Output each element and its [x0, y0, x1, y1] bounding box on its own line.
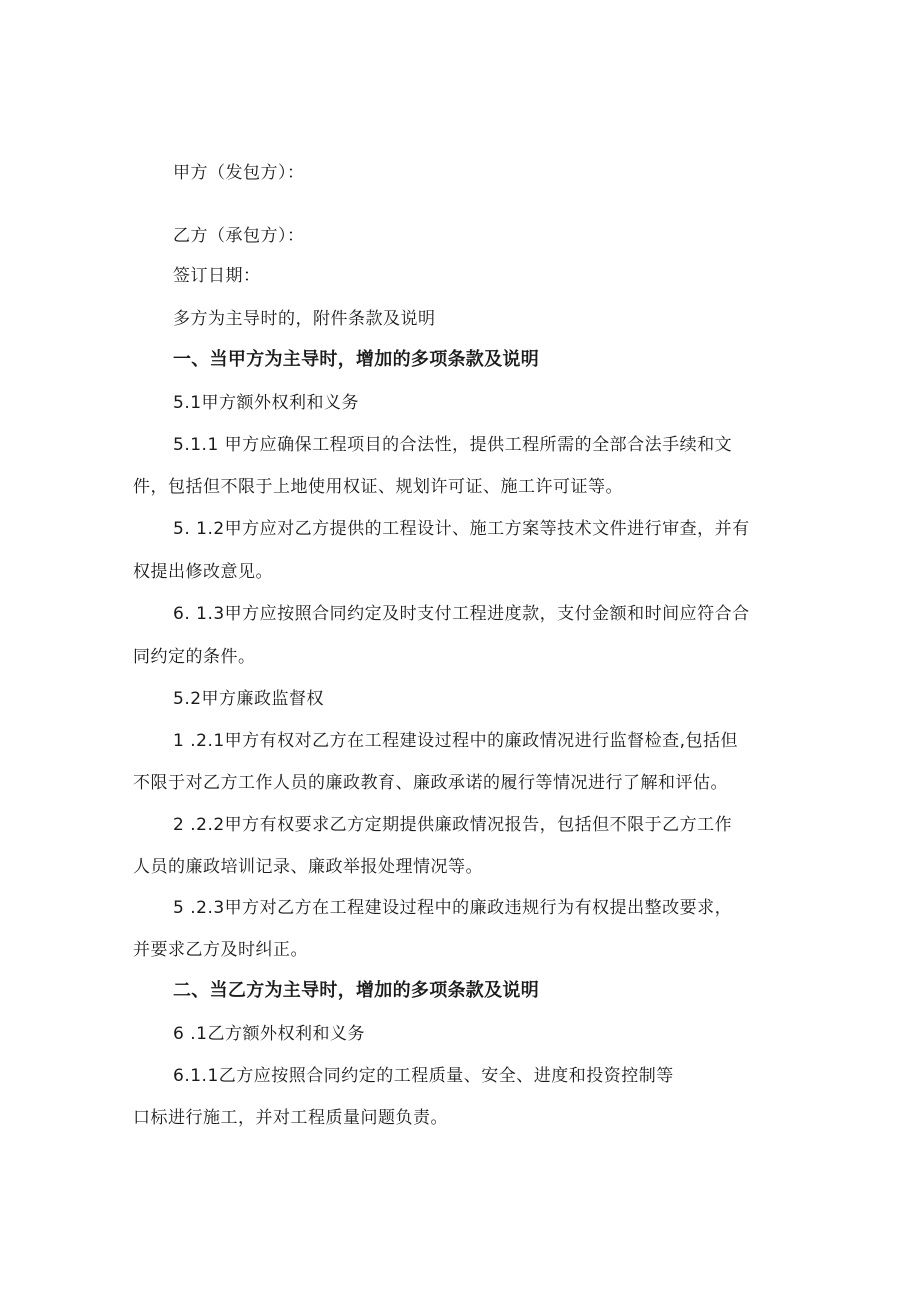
- section1-sub1-title: 5.1甲方额外权利和义务: [173, 393, 360, 413]
- clause-521-line2: 不限于对乙方工作人员的廉政教育、廉政承诺的履行等情况进行了解和评估。: [133, 773, 728, 793]
- section1-heading: 一、当甲方为主导时，增加的多项条款及说明: [173, 349, 539, 370]
- clause-523-line1: 5 .2.3甲方对乙方在工程建设过程中的廉政违规行为有权提出整改要求，: [173, 898, 733, 918]
- clause-512-line2: 权提出修改意见。: [133, 562, 273, 582]
- party-a-label: 甲方（发包方）：: [173, 163, 305, 183]
- clause-511-line1: 5.1.1 甲方应确保工程项目的合法性，提供工程所需的全部合法手续和文: [173, 435, 733, 455]
- section2-sub1-title: 6 .1乙方额外权利和义务: [173, 1024, 365, 1044]
- section1-sub2-title: 5.2甲方廉政监督权: [173, 689, 325, 709]
- intro-text: 多方为主导时的，附件条款及说明: [173, 309, 436, 329]
- clause-523-line2: 并要求乙方及时纠正。: [133, 940, 308, 960]
- clause-522-line2: 人员的廉政培训记录、廉政举报处理情况等。: [133, 857, 483, 877]
- sign-date-label: 签订日期：: [173, 266, 261, 286]
- clause-522-line1: 2 .2.2甲方有权要求乙方定期提供廉政情况报告，包括但不限于乙方工作: [173, 815, 733, 835]
- clause-511-line2: 件，包括但不限于上地使用权证、规划许可证、施工许可证等。: [133, 477, 623, 497]
- clause-611-line1: 6.1.1乙方应按照合同约定的工程质量、安全、进度和投资控制等: [173, 1066, 674, 1086]
- clause-513-line1: 6. 1.3甲方应按照合同约定及时支付工程进度款，支付金额和时间应符合合: [173, 604, 750, 624]
- section2-heading: 二、当乙方为主导时，增加的多项条款及说明: [173, 980, 539, 1001]
- clause-611-line2: 口标进行施工，并对工程质量问题负责。: [133, 1108, 448, 1128]
- clause-513-line2: 同约定的条件。: [133, 647, 256, 667]
- clause-512-line1: 5. 1.2甲方应对乙方提供的工程设计、施工方案等技术文件进行审查，并有: [173, 519, 750, 539]
- party-b-label: 乙方（承包方）：: [173, 226, 305, 246]
- clause-521-line1: 1 .2.1甲方有权对乙方在工程建设过程中的廉政情况进行监督检查,包括但: [173, 731, 739, 751]
